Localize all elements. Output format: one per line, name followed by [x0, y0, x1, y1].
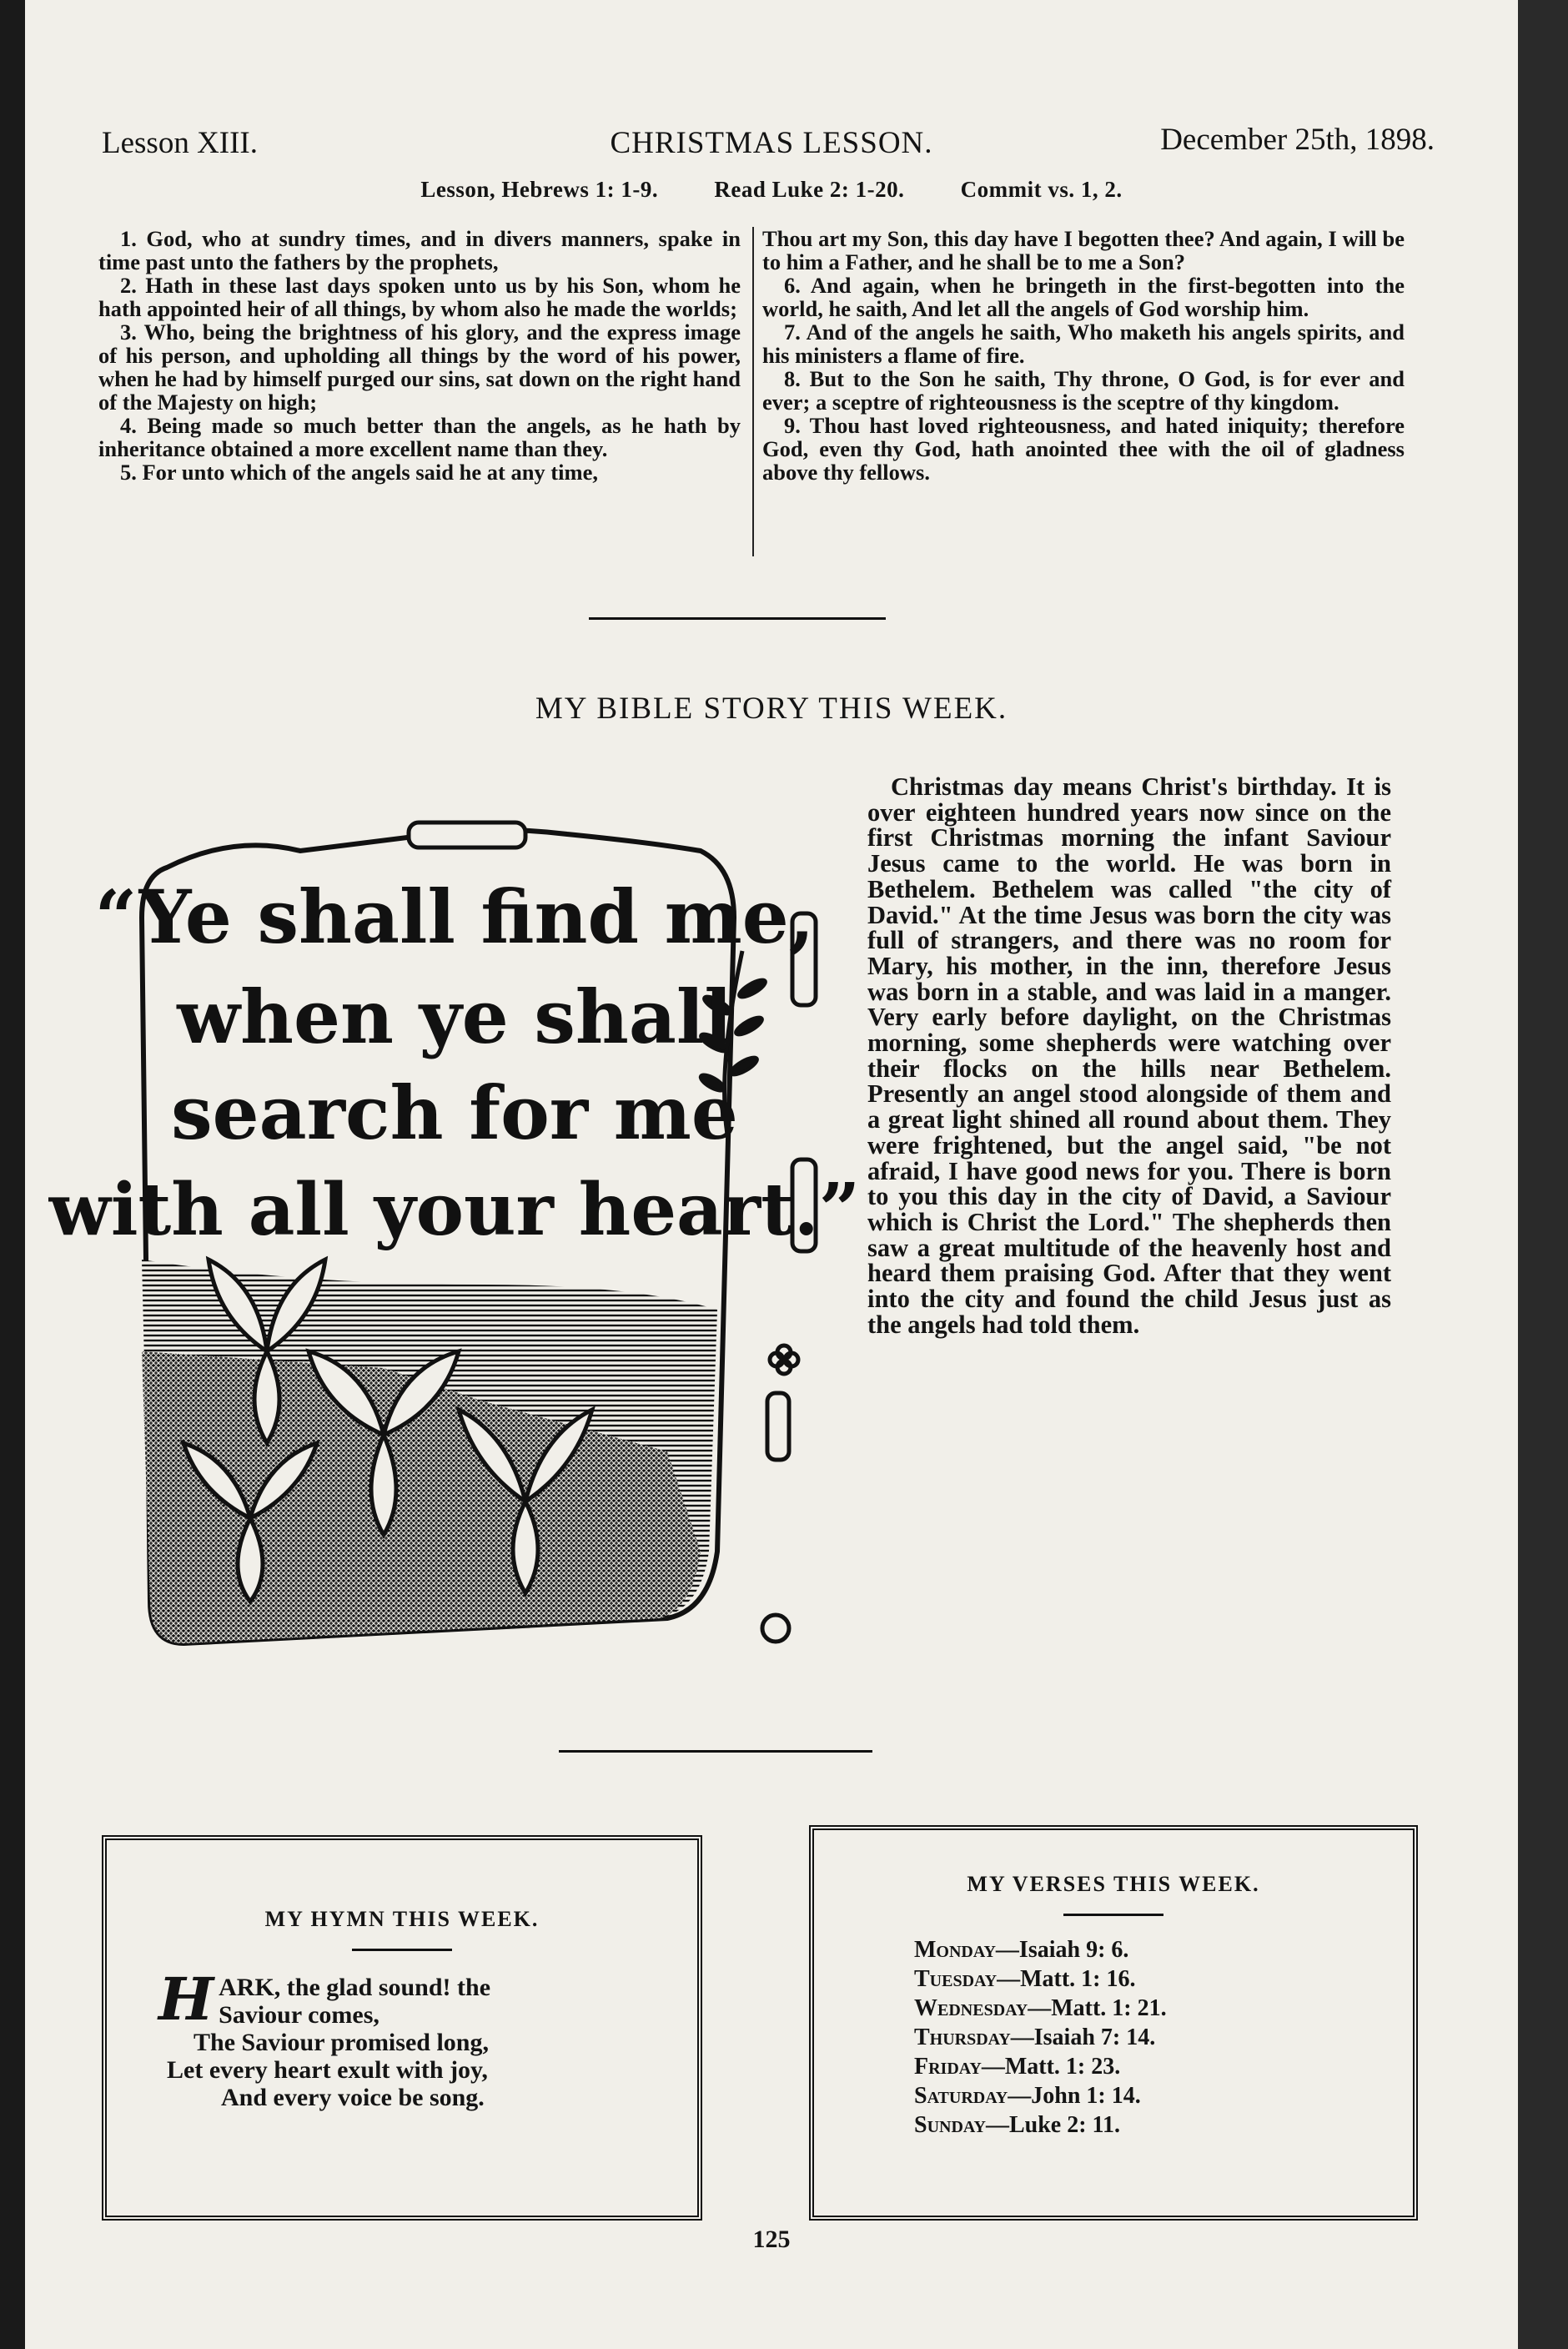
scripture-passage [98, 227, 1423, 561]
verse-item [914, 1964, 1167, 1994]
divider-rule [589, 617, 886, 620]
verse-item [914, 1994, 1167, 2023]
illustration-line: when ye shall [177, 973, 732, 1060]
verse-ref: —Matt. 1: 16. [997, 1966, 1136, 1992]
commit-ref: Commit vs. 1, 2. [960, 177, 1123, 202]
verse-paragraph: 4. Being made so much better than the angels, as he hath by inheritance obtained a more excellent name than they. [98, 413, 741, 461]
verse-day: Monday [914, 1937, 996, 1963]
verse-day: Thursday [914, 2025, 1011, 2050]
read-ref: Read Luke 2: 1-20. [714, 177, 905, 202]
verses-rule [1063, 1914, 1163, 1916]
verse-paragraph: 1. God, who at sundry times, and in divers manners, spake in time past unto the fathers by the prophets, [98, 226, 741, 274]
lesson-number: Lesson XIII. [102, 126, 259, 160]
lesson-date: December 25th, 1898. [1160, 123, 1435, 157]
verse-day: Sunday [914, 2112, 986, 2138]
verse-item [914, 2023, 1167, 2052]
hymn-line: ARK, the glad sound! the [219, 1974, 491, 2001]
page [25, 0, 1518, 2349]
hymn-dropcap: H [158, 1964, 214, 2034]
verse-day: Wednesday [914, 1995, 1028, 2021]
verse-paragraph: 9. Thou hast loved righteousness, and hated iniquity; therefore God, even thy God, hath anointed thee with the oil of gladness above thy fellows. [762, 413, 1405, 485]
verse-ref: —Isaiah 7: 14. [1010, 2025, 1156, 2050]
hymn-line: And every voice be song. [221, 2084, 485, 2111]
hymn-line: The Saviour promised long, [193, 2029, 489, 2056]
page-number: 125 [752, 2226, 791, 2253]
scan-edge [1518, 0, 1568, 2349]
verse-paragraph: Thou art my Son, this day have I begotten thee? And again, I will be to him a Father, and he shall be to me a Son? [762, 226, 1405, 274]
verse-item [914, 1935, 1167, 1964]
story-text [867, 774, 1391, 1337]
hymn-box [102, 1835, 702, 2221]
illustration-scroll [48, 817, 861, 1662]
verse-ref: —Isaiah 9: 6. [995, 1937, 1129, 1963]
verse-ref: —Matt. 1: 23. [981, 2054, 1121, 2080]
illustration-line: search for me [171, 1069, 738, 1156]
verse-ref: —Matt. 1: 21. [1028, 1995, 1167, 2021]
verse-item [914, 2052, 1167, 2081]
lesson-references [25, 177, 1518, 203]
lesson-ref: Lesson, Hebrews 1: 1-9. [420, 177, 659, 202]
verse-paragraph: 6. And again, when he bringeth in the first-begotten into the world, he saith, And let all the angels of God worship him. [762, 273, 1405, 321]
verse-item [914, 2110, 1167, 2140]
verse-paragraph: 2. Hath in these last days spoken unto us by his Son, whom he hath appointed heir of all things, by whom also he made the worlds; [98, 273, 741, 321]
verses-title: MY VERSES THIS WEEK. [967, 1872, 1260, 1896]
verse-paragraph: 8. But to the Son he saith, Thy throne, O God, is for ever and ever; a sceptre of righteousness is the sceptre of thy kingdom. [762, 366, 1405, 415]
scroll-illustration-icon [48, 817, 861, 1662]
verse-item [914, 2081, 1167, 2110]
verse-paragraph: 7. And of the angels he saith, Who maketh his angels spirits, and his ministers a flame of fire. [762, 319, 1405, 368]
scripture-left-column [98, 227, 754, 556]
divider-rule [559, 1750, 872, 1753]
hymn-title: MY HYMN THIS WEEK. [264, 1907, 540, 1931]
verse-paragraph: 3. Who, being the brightness of his glory, and the express image of his person, and upholding all things by the word of his power, when he had by himself purged our sins, sat down on the right hand of the Majesty on high; [98, 319, 741, 415]
verse-day: Tuesday [914, 1966, 998, 1992]
hymn-line: Let every heart exult with joy, [167, 2056, 488, 2084]
hymn-rule [352, 1949, 452, 1951]
story-paragraph: Christmas day means Christ's birthday. It is over eighteen hundred years now since on the first Christmas morning the infant Saviour Jesus came to the world. He was born in Bethelem. Bethelem was called "the city of David." At the time Jesus was born the city was full of strangers, and there was no room for Mary, his mother, in the inn, therefore Jesus was born in a stable, and was laid in a manger. Very early before daylight, on the Christmas morning, some shepherds were watching over their flocks on the hills near Bethelem. Presently an angel stood alongside of them and a great light shined all round about them. They were frightened, but the angel said, "be not afraid, I have good news for you. There is born to you this day in the city of David, a Saviour which is Christ the Lord." The shepherds then saw a great multitude of the heavenly host and heard them praising God. After that they went into the city and found the child Jesus just as the angels had told them. [867, 772, 1391, 1339]
verse-paragraph: 5. For unto which of the angels said he at any time, [120, 460, 598, 485]
hymn-line: Saviour comes, [219, 2001, 379, 2029]
verses-list [914, 1935, 1167, 2140]
illustration-line: “Ye shall find me, [94, 873, 815, 960]
page-header [75, 125, 1468, 175]
verse-day: Friday [914, 2054, 982, 2080]
verse-day: Saturday [914, 2083, 1008, 2109]
verse-ref: —John 1: 14. [1008, 2083, 1141, 2109]
illustration-line: with all your heart.” [48, 1168, 861, 1252]
story-title: MY BIBLE STORY THIS WEEK. [535, 692, 1008, 726]
lesson-title: CHRISTMAS LESSON. [610, 126, 933, 160]
hymn-verse [158, 1964, 659, 2111]
verse-ref: —Luke 2: 11. [985, 2112, 1120, 2138]
scripture-right-column [762, 227, 1405, 484]
verses-box [809, 1825, 1418, 2221]
